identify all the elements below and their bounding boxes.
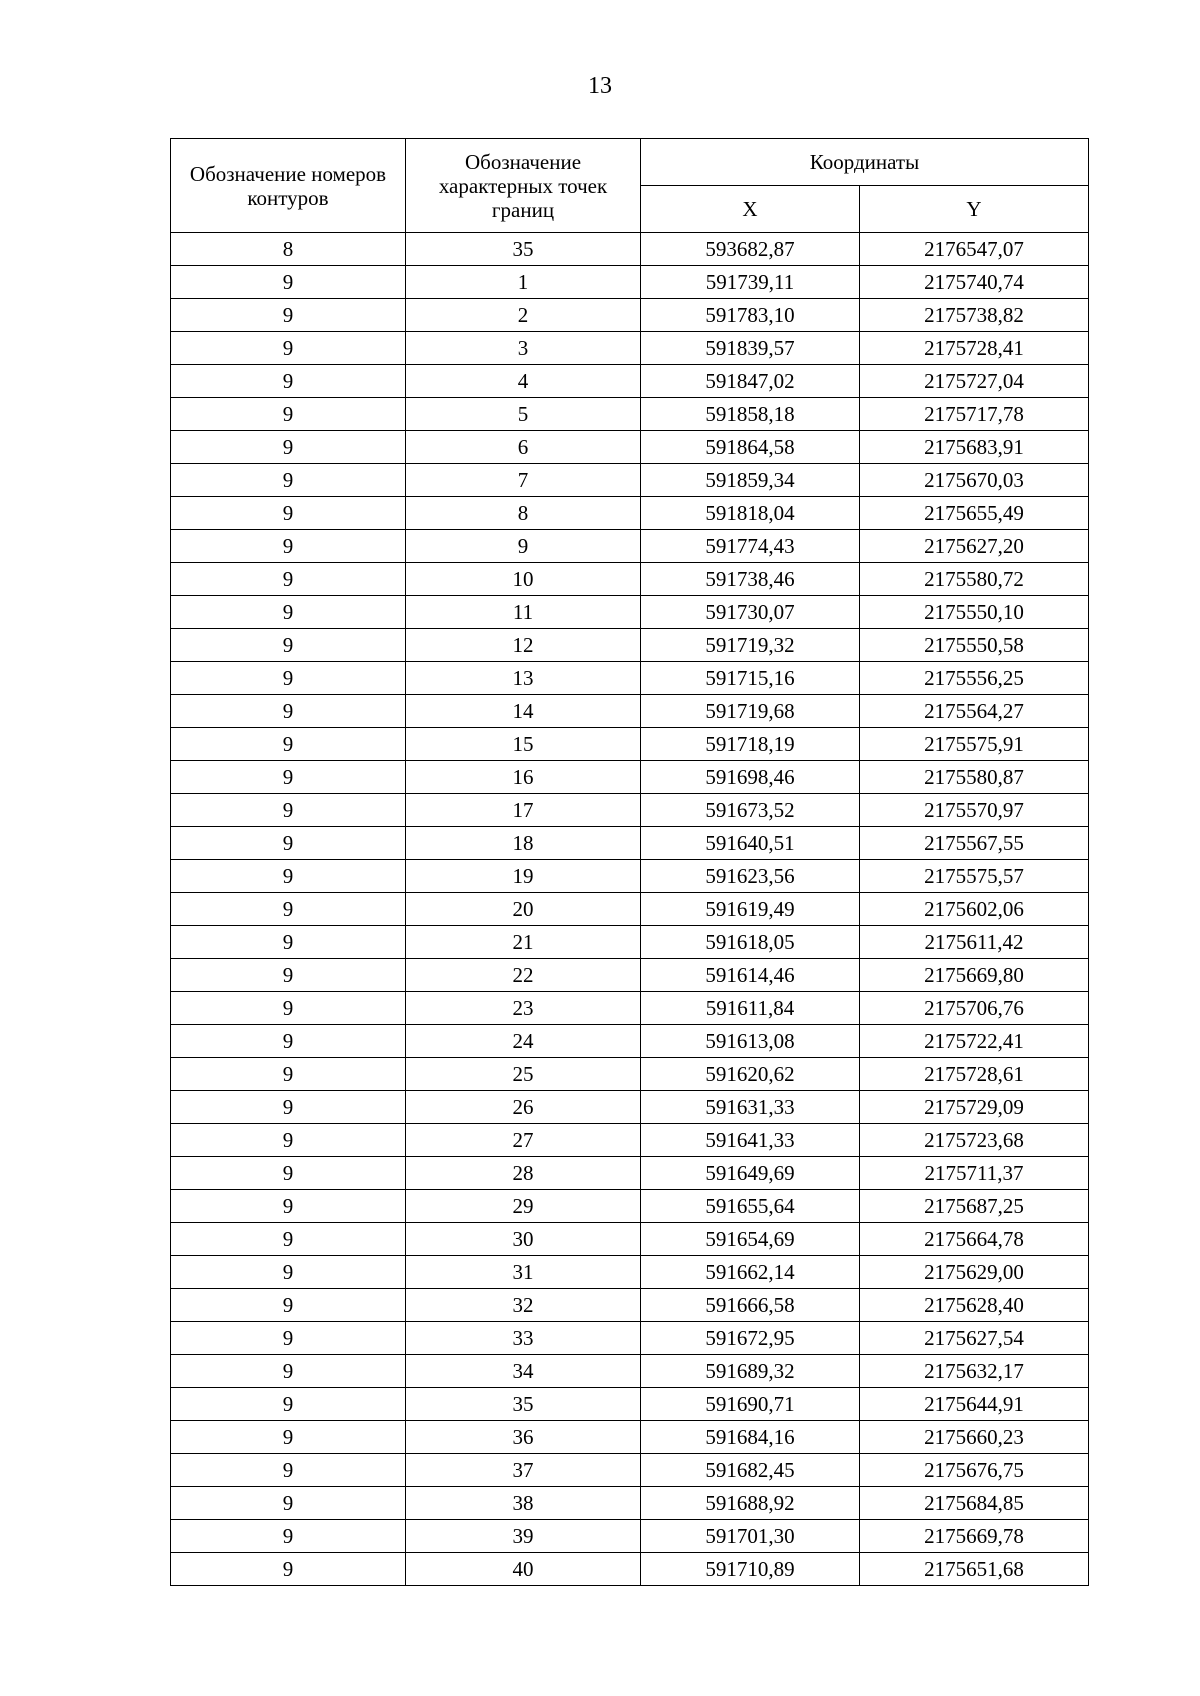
cell-contour: 9 xyxy=(171,992,406,1025)
cell-contour: 9 xyxy=(171,1355,406,1388)
cell-x: 591682,45 xyxy=(641,1454,860,1487)
table-row xyxy=(171,1157,1089,1190)
header-point: Обозначение характерных точек границ xyxy=(406,139,641,233)
cell-y: 2175669,78 xyxy=(860,1520,1089,1553)
table-row xyxy=(171,1124,1089,1157)
table-row xyxy=(171,860,1089,893)
cell-point: 25 xyxy=(406,1058,641,1091)
header-y: Y xyxy=(860,186,1089,233)
cell-y: 2175550,10 xyxy=(860,596,1089,629)
cell-y: 2175602,06 xyxy=(860,893,1089,926)
table-body xyxy=(171,233,1089,1586)
cell-y: 2175723,68 xyxy=(860,1124,1089,1157)
cell-x: 591611,84 xyxy=(641,992,860,1025)
cell-y: 2175706,76 xyxy=(860,992,1089,1025)
cell-y: 2175575,91 xyxy=(860,728,1089,761)
cell-contour: 9 xyxy=(171,629,406,662)
cell-point: 7 xyxy=(406,464,641,497)
cell-x: 591620,62 xyxy=(641,1058,860,1091)
cell-x: 593682,87 xyxy=(641,233,860,266)
table-row xyxy=(171,299,1089,332)
table-row xyxy=(171,662,1089,695)
cell-point: 15 xyxy=(406,728,641,761)
cell-point: 3 xyxy=(406,332,641,365)
cell-contour: 9 xyxy=(171,1520,406,1553)
table-row xyxy=(171,464,1089,497)
cell-point: 26 xyxy=(406,1091,641,1124)
cell-contour: 9 xyxy=(171,761,406,794)
cell-point: 39 xyxy=(406,1520,641,1553)
cell-contour: 9 xyxy=(171,1322,406,1355)
cell-y: 2175669,80 xyxy=(860,959,1089,992)
cell-y: 2175655,49 xyxy=(860,497,1089,530)
cell-x: 591690,71 xyxy=(641,1388,860,1421)
cell-x: 591649,69 xyxy=(641,1157,860,1190)
cell-contour: 9 xyxy=(171,497,406,530)
table-row xyxy=(171,1025,1089,1058)
cell-contour: 9 xyxy=(171,596,406,629)
table-row xyxy=(171,728,1089,761)
cell-contour: 9 xyxy=(171,1553,406,1586)
cell-point: 36 xyxy=(406,1421,641,1454)
cell-y: 2175627,20 xyxy=(860,530,1089,563)
cell-contour: 9 xyxy=(171,1487,406,1520)
cell-x: 591623,56 xyxy=(641,860,860,893)
cell-x: 591640,51 xyxy=(641,827,860,860)
cell-y: 2176547,07 xyxy=(860,233,1089,266)
cell-contour: 9 xyxy=(171,860,406,893)
table-row xyxy=(171,926,1089,959)
cell-y: 2175556,25 xyxy=(860,662,1089,695)
cell-x: 591719,68 xyxy=(641,695,860,728)
cell-y: 2175728,41 xyxy=(860,332,1089,365)
cell-point: 21 xyxy=(406,926,641,959)
table-row xyxy=(171,398,1089,431)
cell-y: 2175683,91 xyxy=(860,431,1089,464)
cell-contour: 9 xyxy=(171,695,406,728)
cell-point: 10 xyxy=(406,563,641,596)
cell-x: 591684,16 xyxy=(641,1421,860,1454)
cell-contour: 9 xyxy=(171,1025,406,1058)
header-coordinates: Координаты xyxy=(641,139,1089,186)
table-row xyxy=(171,530,1089,563)
cell-y: 2175629,00 xyxy=(860,1256,1089,1289)
cell-contour: 9 xyxy=(171,1157,406,1190)
cell-y: 2175717,78 xyxy=(860,398,1089,431)
cell-x: 591730,07 xyxy=(641,596,860,629)
cell-x: 591739,11 xyxy=(641,266,860,299)
cell-point: 29 xyxy=(406,1190,641,1223)
cell-point: 5 xyxy=(406,398,641,431)
table-row xyxy=(171,794,1089,827)
cell-y: 2175611,42 xyxy=(860,926,1089,959)
cell-y: 2175627,54 xyxy=(860,1322,1089,1355)
cell-point: 17 xyxy=(406,794,641,827)
cell-y: 2175628,40 xyxy=(860,1289,1089,1322)
cell-x: 591613,08 xyxy=(641,1025,860,1058)
cell-y: 2175564,27 xyxy=(860,695,1089,728)
table-row xyxy=(171,1355,1089,1388)
cell-x: 591859,34 xyxy=(641,464,860,497)
cell-y: 2175670,03 xyxy=(860,464,1089,497)
cell-point: 6 xyxy=(406,431,641,464)
cell-point: 11 xyxy=(406,596,641,629)
page-number: 13 xyxy=(588,73,612,99)
cell-y: 2175711,37 xyxy=(860,1157,1089,1190)
cell-x: 591847,02 xyxy=(641,365,860,398)
cell-contour: 9 xyxy=(171,926,406,959)
cell-x: 591698,46 xyxy=(641,761,860,794)
cell-y: 2175728,61 xyxy=(860,1058,1089,1091)
cell-point: 27 xyxy=(406,1124,641,1157)
cell-contour: 9 xyxy=(171,1223,406,1256)
cell-y: 2175651,68 xyxy=(860,1553,1089,1586)
table-row xyxy=(171,596,1089,629)
cell-x: 591673,52 xyxy=(641,794,860,827)
header-x: X xyxy=(641,186,860,233)
cell-point: 4 xyxy=(406,365,641,398)
cell-contour: 9 xyxy=(171,299,406,332)
cell-point: 30 xyxy=(406,1223,641,1256)
table-header xyxy=(171,139,1089,233)
cell-y: 2175722,41 xyxy=(860,1025,1089,1058)
cell-point: 23 xyxy=(406,992,641,1025)
cell-x: 591619,49 xyxy=(641,893,860,926)
cell-x: 591662,14 xyxy=(641,1256,860,1289)
cell-y: 2175660,23 xyxy=(860,1421,1089,1454)
cell-point: 16 xyxy=(406,761,641,794)
table-row xyxy=(171,1421,1089,1454)
cell-y: 2175684,85 xyxy=(860,1487,1089,1520)
table-row xyxy=(171,761,1089,794)
cell-point: 28 xyxy=(406,1157,641,1190)
cell-x: 591672,95 xyxy=(641,1322,860,1355)
cell-point: 13 xyxy=(406,662,641,695)
cell-x: 591719,32 xyxy=(641,629,860,662)
cell-contour: 9 xyxy=(171,266,406,299)
table-row xyxy=(171,1322,1089,1355)
cell-x: 591641,33 xyxy=(641,1124,860,1157)
table-row xyxy=(171,497,1089,530)
cell-x: 591618,05 xyxy=(641,926,860,959)
cell-x: 591666,58 xyxy=(641,1289,860,1322)
cell-point: 20 xyxy=(406,893,641,926)
cell-point: 34 xyxy=(406,1355,641,1388)
cell-contour: 9 xyxy=(171,794,406,827)
cell-contour: 9 xyxy=(171,530,406,563)
cell-x: 591688,92 xyxy=(641,1487,860,1520)
cell-point: 24 xyxy=(406,1025,641,1058)
cell-x: 591783,10 xyxy=(641,299,860,332)
cell-y: 2175580,72 xyxy=(860,563,1089,596)
cell-point: 40 xyxy=(406,1553,641,1586)
cell-contour: 9 xyxy=(171,365,406,398)
table-row xyxy=(171,827,1089,860)
cell-point: 32 xyxy=(406,1289,641,1322)
cell-contour: 9 xyxy=(171,959,406,992)
cell-contour: 9 xyxy=(171,827,406,860)
cell-point: 19 xyxy=(406,860,641,893)
cell-y: 2175740,74 xyxy=(860,266,1089,299)
table-row xyxy=(171,1388,1089,1421)
cell-x: 591614,46 xyxy=(641,959,860,992)
table-row xyxy=(171,1091,1089,1124)
cell-x: 591715,16 xyxy=(641,662,860,695)
cell-y: 2175550,58 xyxy=(860,629,1089,662)
cell-contour: 9 xyxy=(171,1091,406,1124)
cell-contour: 9 xyxy=(171,728,406,761)
table-row xyxy=(171,992,1089,1025)
cell-x: 591818,04 xyxy=(641,497,860,530)
table-row xyxy=(171,1289,1089,1322)
cell-y: 2175727,04 xyxy=(860,365,1089,398)
cell-contour: 9 xyxy=(171,1190,406,1223)
cell-point: 9 xyxy=(406,530,641,563)
cell-contour: 9 xyxy=(171,1421,406,1454)
cell-contour: 9 xyxy=(171,332,406,365)
table-row xyxy=(171,1058,1089,1091)
cell-y: 2175575,57 xyxy=(860,860,1089,893)
cell-x: 591718,19 xyxy=(641,728,860,761)
cell-point: 18 xyxy=(406,827,641,860)
cell-contour: 9 xyxy=(171,893,406,926)
cell-contour: 9 xyxy=(171,431,406,464)
cell-x: 591738,46 xyxy=(641,563,860,596)
cell-y: 2175570,97 xyxy=(860,794,1089,827)
cell-y: 2175687,25 xyxy=(860,1190,1089,1223)
cell-point: 22 xyxy=(406,959,641,992)
table-row xyxy=(171,1223,1089,1256)
cell-y: 2175676,75 xyxy=(860,1454,1089,1487)
header-contour: Обозначение номеров контуров xyxy=(171,139,406,233)
cell-point: 37 xyxy=(406,1454,641,1487)
cell-contour: 9 xyxy=(171,1124,406,1157)
table-row xyxy=(171,431,1089,464)
cell-y: 2175729,09 xyxy=(860,1091,1089,1124)
cell-x: 591864,58 xyxy=(641,431,860,464)
cell-point: 12 xyxy=(406,629,641,662)
table-row xyxy=(171,1487,1089,1520)
cell-contour: 9 xyxy=(171,1454,406,1487)
cell-contour: 9 xyxy=(171,662,406,695)
cell-contour: 9 xyxy=(171,464,406,497)
cell-contour: 9 xyxy=(171,1256,406,1289)
table-row xyxy=(171,1454,1089,1487)
table-row xyxy=(171,332,1089,365)
cell-contour: 9 xyxy=(171,1058,406,1091)
cell-contour: 9 xyxy=(171,1289,406,1322)
cell-y: 2175567,55 xyxy=(860,827,1089,860)
cell-x: 591655,64 xyxy=(641,1190,860,1223)
table-row xyxy=(171,1256,1089,1289)
cell-point: 35 xyxy=(406,233,641,266)
cell-point: 8 xyxy=(406,497,641,530)
cell-x: 591689,32 xyxy=(641,1355,860,1388)
cell-point: 14 xyxy=(406,695,641,728)
cell-x: 591654,69 xyxy=(641,1223,860,1256)
cell-point: 2 xyxy=(406,299,641,332)
table-row xyxy=(171,1553,1089,1586)
table-row xyxy=(171,1520,1089,1553)
cell-point: 33 xyxy=(406,1322,641,1355)
cell-x: 591701,30 xyxy=(641,1520,860,1553)
cell-point: 1 xyxy=(406,266,641,299)
table-row xyxy=(171,365,1089,398)
table-row xyxy=(171,629,1089,662)
table-row xyxy=(171,233,1089,266)
table-row xyxy=(171,1190,1089,1223)
table-row xyxy=(171,959,1089,992)
cell-point: 35 xyxy=(406,1388,641,1421)
cell-y: 2175738,82 xyxy=(860,299,1089,332)
cell-y: 2175580,87 xyxy=(860,761,1089,794)
cell-x: 591631,33 xyxy=(641,1091,860,1124)
cell-contour: 8 xyxy=(171,233,406,266)
table-row xyxy=(171,266,1089,299)
cell-y: 2175664,78 xyxy=(860,1223,1089,1256)
cell-x: 591839,57 xyxy=(641,332,860,365)
table-row xyxy=(171,563,1089,596)
table-row xyxy=(171,893,1089,926)
cell-x: 591774,43 xyxy=(641,530,860,563)
cell-point: 31 xyxy=(406,1256,641,1289)
cell-contour: 9 xyxy=(171,563,406,596)
cell-y: 2175644,91 xyxy=(860,1388,1089,1421)
cell-point: 38 xyxy=(406,1487,641,1520)
cell-x: 591858,18 xyxy=(641,398,860,431)
cell-x: 591710,89 xyxy=(641,1553,860,1586)
table-row xyxy=(171,695,1089,728)
coordinates-table xyxy=(170,138,1089,1586)
cell-contour: 9 xyxy=(171,1388,406,1421)
cell-y: 2175632,17 xyxy=(860,1355,1089,1388)
cell-contour: 9 xyxy=(171,398,406,431)
